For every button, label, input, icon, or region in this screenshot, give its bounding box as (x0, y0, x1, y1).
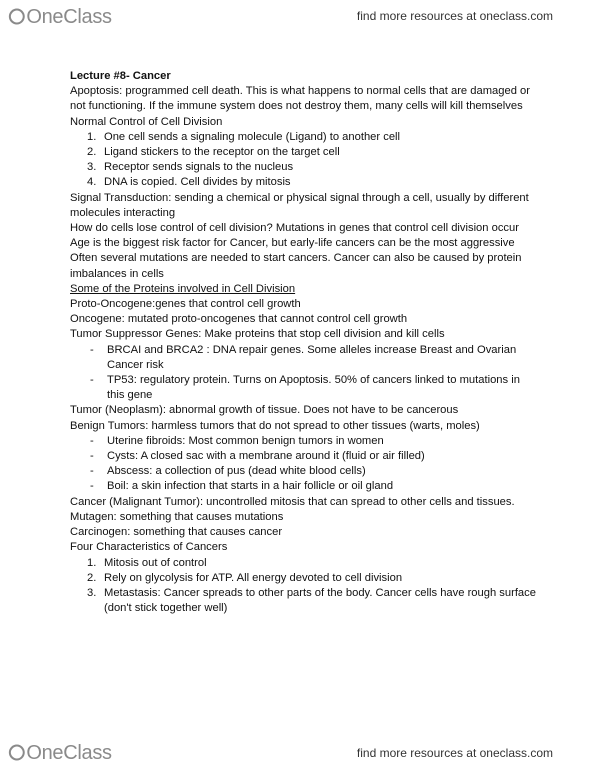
numbered-list-steps (70, 130, 540, 191)
list-item: 4. DNA is copied. Cell divides by mitosis (87, 176, 291, 189)
dash-list-benign (70, 434, 540, 495)
header-tagline[interactable]: find more resources at oneclass.com (356, 9, 553, 23)
paragraph-four-characteristics: Four Characteristics of Cancers (70, 541, 228, 554)
logo-text: OneClass (26, 5, 112, 28)
document-body (70, 69, 540, 616)
paragraph-carcinogen: Carcinogen: something that causes cancer (70, 526, 283, 539)
section-heading-proteins: Some of the Proteins involved in Cell Division (70, 282, 296, 295)
paragraph-normal-control: Normal Control of Cell Division (70, 115, 223, 128)
list-item: 2. Ligand stickers to the receptor on the target cell (87, 146, 340, 159)
page-title: Lecture #8- Cancer (70, 70, 171, 82)
list-item: 2. Rely on glycolysis for ATP. All energy devoted to cell division (87, 571, 403, 584)
list-item: 1. Mitosis out of control (87, 556, 207, 569)
list-item: 1. One cell sends a signaling molecule (Ligand) to another cell (87, 130, 401, 143)
list-item: - TP53: regulatory protein. Turns on Apoptosis. 50% of cancers linked to mutations in this gene (90, 374, 520, 402)
paragraph-mutations: Often several mutations are needed to start cancers. Cancer can also be caused by protein imbalances in cells (70, 252, 522, 280)
paragraph-tumor: Tumor (Neoplasm): abnormal growth of tissue. Does not have to be cancerous (70, 404, 459, 417)
paragraph-age: Age is the biggest risk factor for Cancer, but early-life cancers can be the most aggressive (70, 237, 515, 250)
list-item: - Boil: a skin infection that starts in a hair follicle or oil gland (90, 480, 394, 493)
oneclass-logo-mark-icon: ⭘ (8, 4, 26, 29)
oneclass-logo-top[interactable] (8, 4, 112, 30)
paragraph-cancer: Cancer (Malignant Tumor): uncontrolled mitosis that can spread to other cells and tissues. (70, 495, 515, 508)
oneclass-logo-bottom[interactable] (8, 740, 112, 766)
dash-list-suppressors (70, 343, 540, 404)
numbered-list-characteristics (70, 556, 540, 617)
paragraph-tumor-suppressor: Tumor Suppressor Genes: Make proteins that stop cell division and kill cells (70, 328, 445, 341)
paragraph-benign: Benign Tumors: harmless tumors that do not spread to other tissues (warts, moles) (70, 419, 480, 432)
list-item: - Abscess: a collection of pus (dead white blood cells) (90, 465, 366, 478)
paragraph-oncogene: Oncogene: mutated proto-oncogenes that cannot control cell growth (70, 313, 408, 326)
list-item: 3. Metastasis: Cancer spreads to other parts of the body. Cancer cells have rough surface (don't stick together well) (87, 586, 536, 615)
list-item: - BRCAI and BRCA2 : DNA repair genes. Some alleles increase Breast and Ovarian Cancer risk (90, 343, 517, 371)
paragraph-apoptosis: Apoptosis: programmed cell death. This is what happens to normal cells that are damaged or not functioning. If the immune system does not destroy them, many cells will kill themselves (70, 85, 530, 113)
footer-tagline[interactable]: find more resources at oneclass.com (356, 746, 553, 760)
paragraph-lose-control: How do cells lose control of cell division? Mutations in genes that control cell division occur (70, 222, 519, 235)
list-item: 3. Receptor sends signals to the nucleus (87, 161, 294, 174)
list-item: - Uterine fibroids: Most common benign tumors in women (90, 434, 384, 447)
paragraph-signal-transduction: Signal Transduction: sending a chemical or physical signal through a cell, usually by different molecules interacting (70, 191, 529, 219)
oneclass-logo-mark-icon: ⭘ (8, 740, 26, 765)
list-item: - Cysts: A closed sac with a membrane around it (fluid or air filled) (90, 450, 425, 463)
logo-text: OneClass (26, 741, 112, 764)
paragraph-mutagen: Mutagen: something that causes mutations (70, 510, 284, 523)
paragraph-proto-oncogene: Proto-Oncogene:genes that control cell growth (70, 298, 301, 311)
